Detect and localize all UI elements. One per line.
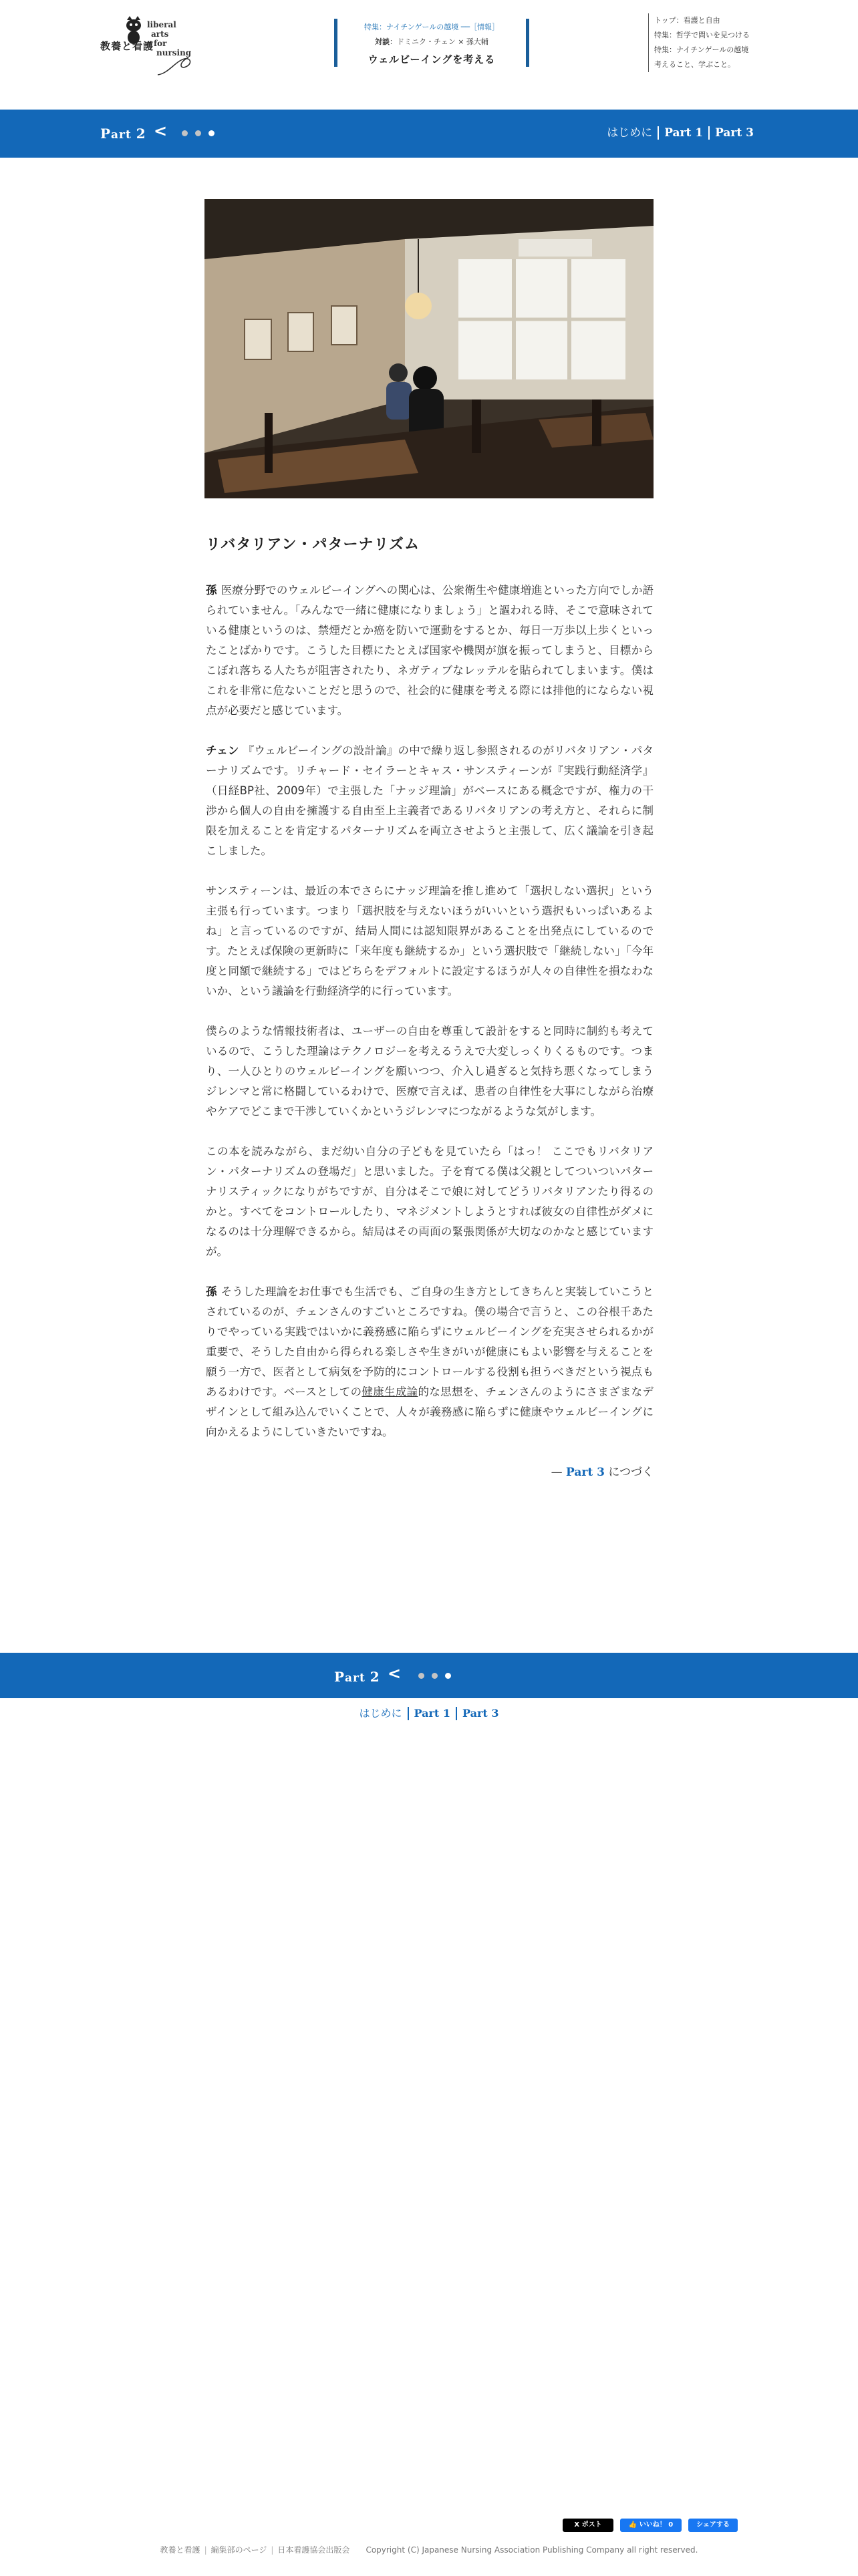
speaker-name: チェン [206, 744, 239, 757]
top-link[interactable]: 特集：哲学で問いを見つける [648, 28, 782, 43]
part-prefix: P [334, 1669, 345, 1685]
page-dot-active [445, 1673, 451, 1679]
paragraph-text: 『ウェルビーイングの設計論』の中で繰り返し参照されるのがリバタリアン・パターナリズムです。リチャード・セイラーとキャス・サンスティーンが『実践行動経済学』（日経BP社、2009年）で主張した「ナッジ理論」がベースにある概念ですが、権力の干渉から個人の自由を擁護する自由至上主義者であるリバタリアンの考え方と、それらに制限を加えることを肯定するパターナリズムを両立させようと主張して、広く議論を引き起こしました。 [206, 744, 654, 857]
site-header [0, 0, 858, 110]
dialogue-names: ドミニク・チェン × 孫大輔 [397, 37, 488, 46]
site-footer [0, 2544, 858, 2555]
cafe-interior-image [204, 199, 654, 498]
logo-tagline-line: nursing [156, 48, 192, 57]
paragraph-text: そうした理論をお仕事でも生活でも、ご自身の生き方としてきちんと実装していこうとされているのが、チェンさんのすごいところですね。僕の場合で言うと、この谷根千あたりでやっている実践ではいかに義務感に陥らずにウェルビーイングを充実させられるかが重要で、そうした自由から得られる楽しさや生きがいが健康にもよい影響を与えることを願う一方で、医者として病気を予防的にコントロールする役割も担うべきだという視点もあるわけです。ベースとしての [206, 1285, 654, 1398]
nav-link-intro[interactable]: はじめに [359, 1707, 402, 1720]
footer-link[interactable]: 日本看護協会出版会 [277, 2545, 350, 2555]
speaker-name: 孫 [206, 1285, 217, 1298]
paragraph-text: 僕らのような情報技術者は、ユーザーの自由を尊重して設計をすると同時に制約も考えているので、こうした理論はテクノロジーを考えるうえで大変しっくりくるものです。つまり、一人ひとりのウェルビーイングを願いつつ、介入し過ぎると気持ち悪くなってしまうジレンマと常に格闘しているわけで、医療で言えば、患者の自律性を大事にしながら治療やケアでどこまで干渉していくかというジレンマにつながるような気がします。 [206, 1025, 654, 1118]
part-prefix: P [100, 126, 112, 142]
part-links [601, 126, 759, 140]
feature-kicker[interactable]: 特集：ナイチンゲールの越境 ──［情報］ [364, 23, 499, 31]
nav-link-part1[interactable]: Part 1 [658, 126, 708, 140]
article-body [206, 533, 654, 1479]
top-link[interactable]: 考えること、学ぶこと。 [648, 57, 782, 72]
paragraph [206, 881, 654, 1001]
speaker-name: 孫 [206, 584, 217, 597]
footer-link[interactable]: 編集部のページ [210, 2545, 267, 2555]
logo-tagline-line: liberal [147, 20, 176, 29]
page-dot-active [208, 130, 214, 136]
footer-separator: | [271, 2545, 274, 2555]
footer-link[interactable]: 教養と看護 [160, 2545, 200, 2555]
logo-title: 教養と看護 [100, 40, 154, 52]
paragraph [206, 741, 654, 861]
continued-note [206, 1462, 654, 1479]
current-part-label [334, 1669, 380, 1685]
site-logo[interactable] [100, 16, 192, 73]
page-dot[interactable] [195, 130, 201, 136]
top-link[interactable]: 特集：ナイチンゲールの越境 [648, 43, 782, 57]
part-word: art [111, 128, 132, 142]
feature-title-box [334, 19, 529, 67]
part-number: 2 [136, 126, 146, 142]
footer-separator: | [204, 2545, 207, 2555]
continued-suffix: につづく [604, 1466, 654, 1479]
top-link[interactable]: トップ：看護と自由 [648, 13, 782, 28]
facebook-like-button[interactable]: 👍 いいね！ 0 [620, 2519, 682, 2532]
top-links [648, 13, 782, 72]
page-dot[interactable] [418, 1673, 424, 1679]
bottom-part-links [0, 1707, 858, 1720]
logo-tagline-line: arts [151, 29, 169, 39]
current-part-label [100, 126, 146, 142]
nav-link-intro[interactable]: はじめに [607, 126, 653, 140]
paragraph-text: この本を読みながら、まだ幼い自分の子どもを見ていたら「はっ！ ここでもリバタリアン・パターナリズムの登場だ」と思いました。子を育てる僕は父親としてついついパターナリスティックになりがちですが、自分はそこで娘に対してどうリバタリアンたり得るのかと。すべてをコントロールしたり、マネジメントしようとすれば彼女の自律性がダメになるのは十分理解できるから。結局はその両面の緊張関係が大切なのかなと感じていますが。 [206, 1145, 654, 1258]
part-nav-bar-bottom [0, 1653, 858, 1698]
feature-dialogue: 対談：ドミニク・チェン × 孫大輔 [375, 37, 488, 46]
logo-tagline-line: for [154, 39, 167, 48]
pen-swirl-icon [155, 55, 195, 77]
paragraph-text: 医療分野でのウェルビーイングへの関心は、公衆衛生や健康増進といった方向でしか語られていません。「みんなで一緒に健康になりましょう」と謳われる時、そこで意味されている健康というのは、禁煙だとか癌を防いで運動をするとか、毎日一万歩以上歩くといったことばかりです。こうした目標にたとえば国家や機関が旗を振ってしまうと、目標からこぼれ落ちる人たちが阻害されたり、ネガティブなレッテルを貼られてしまいます。僕はこれを非常に危ないことだと思うので、社会的に健康を考える際には排他的にならない視点が必要だと感じています。 [206, 584, 654, 717]
nav-link-part1[interactable]: Part 1 [408, 1707, 456, 1720]
nav-link-part3[interactable]: Part 3 [708, 126, 759, 140]
part-word: art [345, 1671, 366, 1685]
paragraph-text: サンスティーンは、最近の本でさらにナッジ理論を推し進めて「選択しない選択」という主張も行っています。つまり「選択肢を与えないほうがいいという選択もいっぱいあるよね」と言っているのですが、結局人間には認知限界があることを出発点にしているのです。たとえば保険の更新時に「来年度も継続するか」という選択肢で「継続しない」「今年度と同額で継続する」ではどちらをデフォルトに設定するほうが人々の自律性を損なわないか、という議論を行動経済学的に行っています。 [206, 884, 654, 997]
continued-part3-link[interactable]: Part 3 [566, 1466, 605, 1479]
nav-link-part3[interactable]: Part 3 [456, 1707, 505, 1720]
section-heading: リバタリアン・パターナリズム [206, 536, 420, 553]
facebook-share-button[interactable]: シェアする [688, 2519, 738, 2532]
paragraph [206, 1021, 654, 1122]
continued-prefix: — [551, 1466, 567, 1479]
part-nav-bar [0, 110, 858, 158]
copyright: Copyright (C) Japanese Nursing Association Publishing Company all right reserved. [366, 2545, 698, 2555]
page-dot[interactable] [182, 130, 188, 136]
paragraph [206, 1282, 654, 1442]
dialogue-label: 対談 [375, 37, 390, 46]
glossary-link[interactable]: 健康生成論 [362, 1386, 418, 1398]
part-number: 2 [370, 1669, 380, 1685]
page-dot[interactable] [432, 1673, 438, 1679]
paragraph-text: 的な思想を、チェンさんのようにさまざまなデザインとして組み込んでいくことで、人々が義務感に陥らずに健康やウェルビーイングに向かえるようにしていきたいですね。 [206, 1386, 654, 1438]
paragraph [206, 1142, 654, 1262]
article-photo [204, 199, 654, 498]
feature-title: ウェルビーイングを考える [368, 53, 496, 65]
prev-page-arrow[interactable]: < [154, 122, 168, 140]
x-post-button[interactable]: X ポスト [563, 2519, 613, 2532]
prev-page-arrow[interactable]: < [388, 1664, 402, 1683]
paragraph [206, 581, 654, 721]
